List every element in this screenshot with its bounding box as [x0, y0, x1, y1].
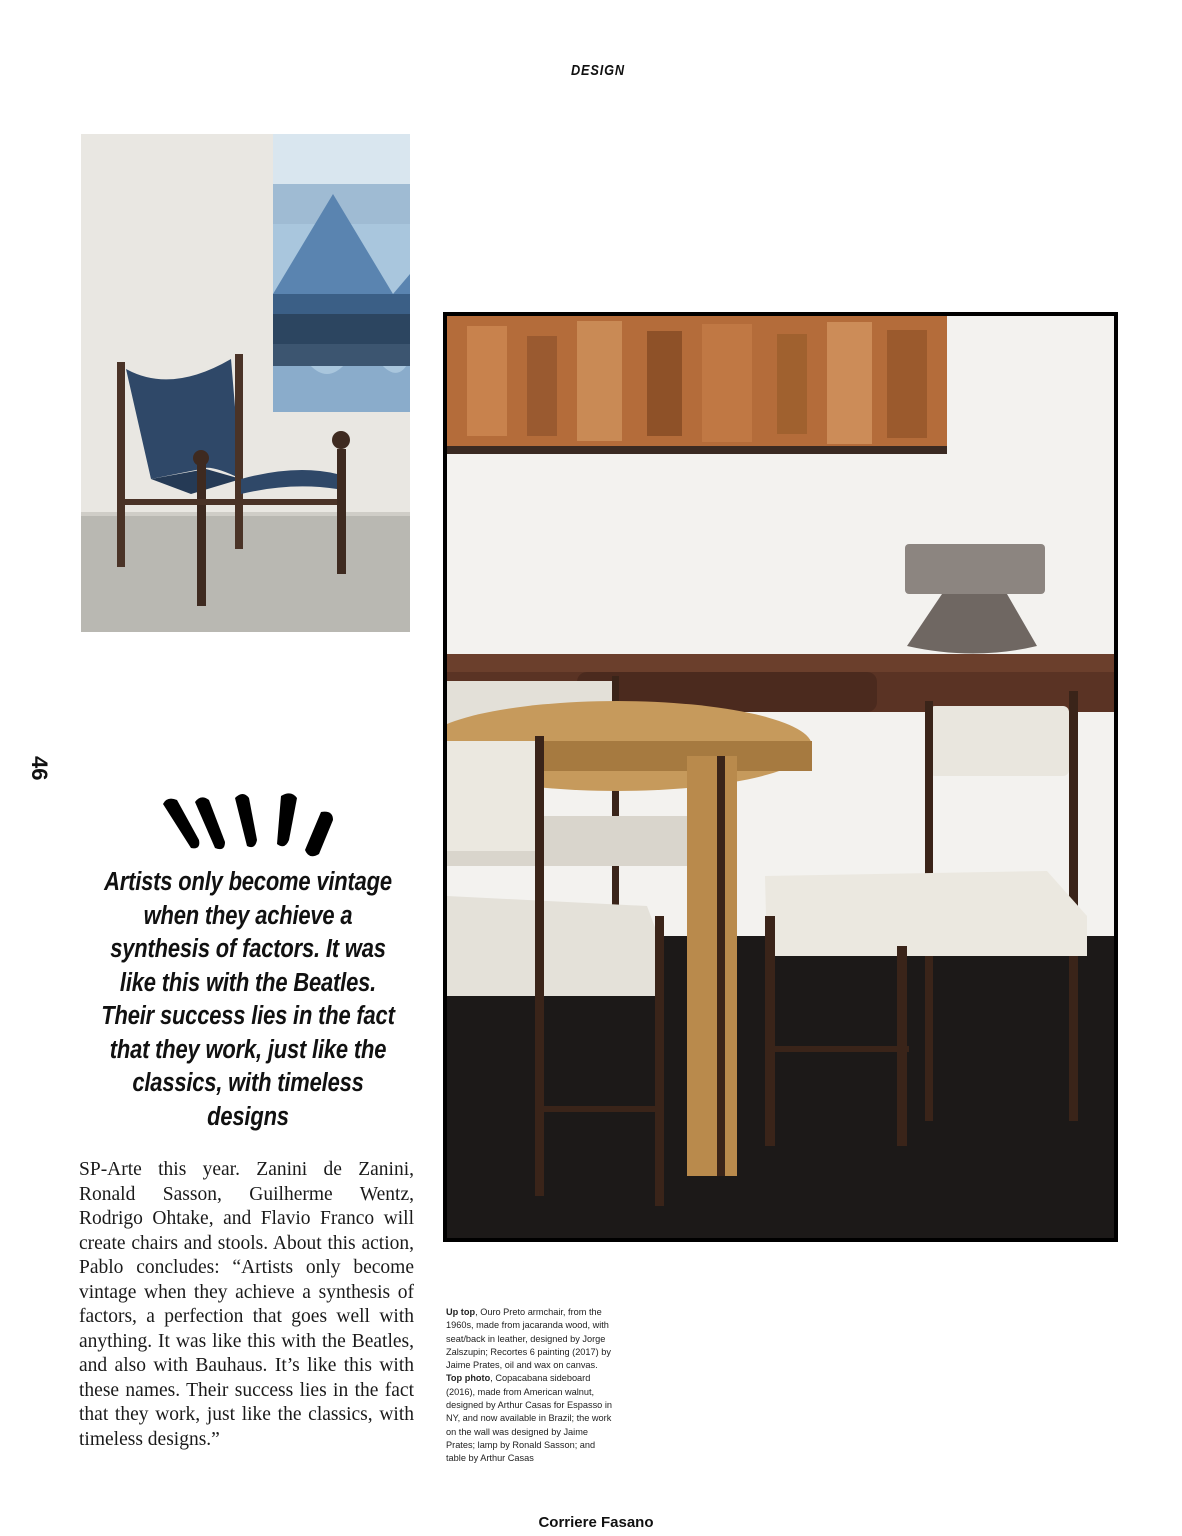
caption-label-up-top: Up top — [446, 1307, 476, 1317]
section-label: DESIGN — [570, 62, 625, 79]
quote-mark-brushstrokes — [155, 790, 340, 860]
wall-relief-artwork — [447, 316, 947, 454]
painting — [273, 134, 410, 412]
caption-text-up-top: , Ouro Preto armchair, from the 1960s, made from jacaranda wood, with seat/back in leather, designed by Jorge Zalszupin; Recortes 6 painting (2017) by Jaime Prates, oil and wax on canvas. — [446, 1307, 611, 1371]
pull-quote: Artists only become vintage when they achieve a synthesis of factors. It was like this with the Beatles. Their success lies in the fact that they work, just like the classics, with timeless designs — [101, 868, 395, 1131]
photo-caption — [446, 1306, 614, 1466]
armchair-photo — [81, 134, 410, 632]
caption-label-top-photo: Top photo — [446, 1373, 491, 1384]
dining-room-photo — [443, 312, 1118, 1242]
publication-footer: Corriere Fasano — [538, 1514, 654, 1531]
article-body-text: SP-Arte this year. Zanini de Zanini, Ronald Sasson, Guilherme Wentz, Rodrigo Ohtake, and Flavio Franco will create chairs and stools. About this action, Pablo concludes: “Artists only become vintage when they achieve a synthesis of factors, a perfection that goes well with anything. It was like this with the Beatles, and also with Bauhaus. It’s like this with these names. Their success lies in the fact that they work, just like the classics, with timeless designs.” — [79, 1159, 414, 1450]
page-number: 46 — [27, 756, 52, 781]
caption-text-top-photo: , Copacabana sideboard (2016), made from American walnut, designed by Arthur Casas for Espasso in NY, and now available in Brazil; the work on the wall was designed by Jaime Prates; lamp by Ronald Sasson; and table by Arthur Casas — [446, 1373, 612, 1464]
